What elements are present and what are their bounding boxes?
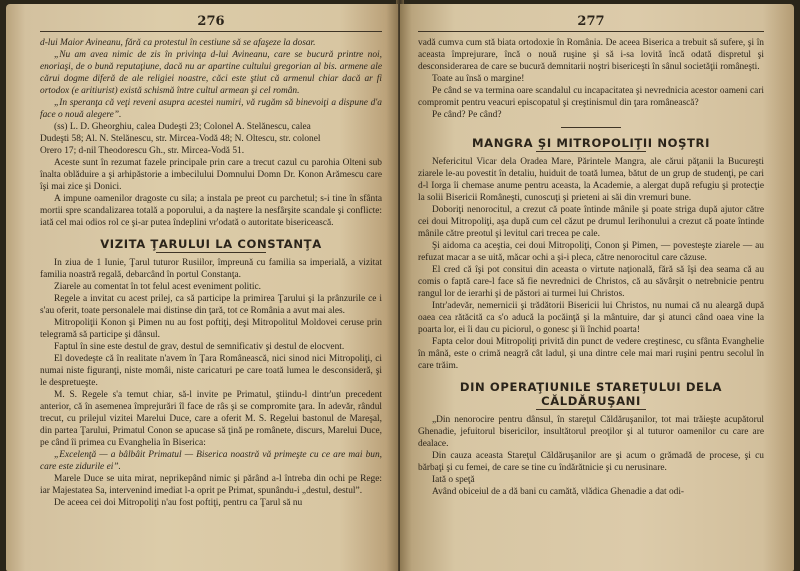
- left-paragraph: d-lui Maior Avineanu, fără ca protestul în cestiune să se afaşeze la dosar.: [40, 38, 316, 48]
- section-title-tsar-visit: VIZITA ŢARULUI LA CONSTANŢA: [100, 237, 322, 251]
- right-paragraph: Pe când? Pe când?: [432, 110, 502, 120]
- left-page-content: [6, 14, 398, 509]
- left-paragraph: In ziua de 1 Iunie, Ţarul tuturor Rusiilor, împreună cu familia sa imperială, a vizitat familia noastră regală, debarcând în portul Constanţa.: [40, 258, 382, 280]
- left-page-number: 276: [40, 14, 382, 32]
- left-paragraph: El dovedeşte că în realitate n'avem în Ţara Românească, nici sinod nici Mitropoliţi, ci numai niste figuranţi, niste momâi, niste caricaturi pe care toată lumea le desconsideră, şi le despretueşte.: [40, 354, 382, 388]
- right-paragraph: Iată o speţă: [432, 475, 475, 485]
- left-page: [6, 4, 398, 571]
- left-paragraph: Aceste sunt în rezumat fazele principale prin care a trecut cazul cu parohia Olteni sub înalta oblăduire a şi arhipăstorie a imbecilului Domnului Domn Dr. Konon Arămescu care îşi mai zice şi Donici.: [40, 158, 382, 192]
- left-paragraph: „In speranţa că veţi reveni asupra acestei numiri, vă rugăm să binevoiţi a dispune d'a face o nouă alegere”.: [40, 98, 382, 120]
- right-paragraph: „Din nenorocire pentru dânsul, în stareţul Căldăruşanilor, tot mai trăieşte acupătorul Ghenadie, jefuitorul bisericilor, insultătorul preoţilor şi al tuturor oamenilor cu care are dealace.: [418, 415, 764, 449]
- right-paragraph: Pe când se va termina oare scandalul cu incapacitatea şi nevrednicia acestor oameni cari compromit pentru veacuri episcopatul şi creştinismul din ţara românească?: [418, 86, 764, 108]
- section-title-caldarusani: DIN OPERAŢIUNILE STAREŢULUI DELA CĂLDĂRUŞANI: [459, 380, 723, 408]
- left-paragraph: M. S. Regele s'a temut chiar, să-l invite pe Primatul, ştiindu-l dintr'un precedent anterior, că în asemenea împrejurări îl face de râs şi se compromite ţara. In adevăr, rândul trecut, cu prilejul vizitei Marelui Duce, care a oferit M. S. Regelui bastonul de Mareşal, din partea Ţarului, Primatul Conon se apucase să ţină pe românete, discurs, Marelui Duce, pe când îi primea cu Evanghelia în Biserica:: [40, 390, 382, 448]
- right-page: [400, 4, 794, 571]
- signature-line: (ss) L. D. Gheorghiu, calea Dudeşti 23; Colonel A. Stelănescu, calea: [54, 122, 311, 132]
- right-page-content: [400, 14, 794, 498]
- title-underline: [156, 252, 266, 253]
- right-paragraph: Intr'adevăr, nemernicii şi trădătorii Bisericii lui Christos, nu numai că nu aleargă după oaea cea rătăcită ca s'o aducă la pocăinţă şi la mântuire, dar şi atunci când oaea vine la poarta lor, ei îi dau cu piciorul, o gonesc şi îi închid poarta!: [418, 301, 764, 335]
- right-paragraph: Fapta celor doui Mitropoliţi privită din punct de vedere creştinesc, cu sfânta Evanghelie în mână, este o crimă neagră cât ladul, şi una dintre cele mai mari ruşini pentru secolul în care trăim.: [418, 337, 764, 371]
- title-underline: [536, 409, 646, 410]
- right-paragraph: vadă cumva cum stă biata ortodoxie în România. De aceea Biserica a trebuit să sufere, şi în aceasta împrejurare, încă o nouă ruşine şi să i-sa lovită încă odată dispretul şi desconsiderarea de care se bucură demnitarii noştri bisericeşti în sânul societăţii româneşti.: [418, 38, 764, 72]
- signature-line: Dudeşti 58; Al. N. Stelănescu, str. Mircea-Vodă 48; N. Oltescu, str. colonel: [40, 134, 321, 144]
- left-paragraph: A impune oamenilor dragoste cu sila; a instala pe preot cu parchetul; s-i tine în sfânta mortii spre scandalizarea totală a poporului, a da naştere la nesfârşite scandale şi conflicte: iată cel mai odios rol ce şi-ar putea îndeplini vr'odată o autoritate bisericească.: [40, 194, 382, 228]
- right-paragraph: El cred că îşi pot consitui din aceasta o virtute naţională, fără să îşi dea seama că au comis o faptă care-l face să fie nevrednici de Christos, că au săvârşit o netrebnicie pentru rangul lor de ierarhi şi de păstori ai turmei lui Christos.: [418, 265, 764, 299]
- title-underline: [536, 151, 646, 152]
- right-paragraph: Doboriţi nenorocitul, a crezut că poate întinde mânile şi poate striga după ajutor către cei doui Mitropoliţi, aşa după cum cel căzut pe drumul Ierihonului a crezut că poate întinde mânile către preotul şi levitul cari trecea pe cale.: [418, 205, 764, 239]
- section-divider: [561, 127, 621, 128]
- left-paragraph: Regele a invitat cu acest prilej, ca să participe la primirea Ţarului şi la prânzurile ce i s'au oferit, toate personalele mai distinse din ţară, tot ce România a avut mai ales.: [40, 294, 382, 316]
- left-paragraph: Faptul în sine este destul de grav, destul de semnificativ şi destul de elocvent.: [54, 342, 345, 352]
- left-paragraph: De aceea cei doi Mitropoliţi n'au fost poftiţi, pentru ca Ţarul să nu: [54, 498, 303, 508]
- left-paragraph: „Excelenţă — a bâlbâit Primatul — Biserica noastră vă primeşte cu ce are mai bun, care este zidurile ei”.: [40, 450, 382, 472]
- section-title-mangra: MANGRA ŞI MITROPOLIŢII NOŞTRI: [472, 136, 710, 150]
- signature-line: Orero 17; d-nil Theodorescu Gh., str. Mircea-Vodă 51.: [40, 146, 245, 156]
- right-paragraph: Şi aidoma ca aceştia, cei doui Mitropoliţi, Conon şi Pimen, — povesteşte ziarele — au refuzat macar a se uită, măcar ochi a şi-i pleca, către nenorocitul care căzuse.: [418, 241, 764, 263]
- right-paragraph: Din cauza aceasta Stareţul Căldăruşanilor are şi acum o grămadă de procese, şi cu bărbaţi şi cu femei, de care se tine cu îndărătnicie şi cu nerusinare.: [418, 451, 764, 473]
- right-paragraph: Nefericitul Vicar dela Oradea Mare, Părintele Mangra, ale cărui păţanii la Bucureşti ziarele le-au povestit în detaliu, huiduit de toată lumea, bătut de un grup de studenţi, pe cari d-l Iorga îi chemase anume pentru aceasta, la Academie, a alergat după refugiu şi protecţie la solii Bisericii Româneşti, cunoscuţi şi prieteni ai săi din vremuri bune.: [418, 157, 764, 203]
- left-paragraph: „Nu am avea nimic de zis în privinţa d-lui Avineanu, care se bucură printre noi, enoriaşi, de o bună reputaţiune, dacă nu ar apartine cultului gregorian al bis. armene ale cărui dogme diferă de ale religiei noastre, căci este ştiut că armenul chiar dacă ar fi ortodox (e aritiurist) există schismă între cultul armean şi cel român.: [40, 50, 382, 96]
- right-page-number: 277: [418, 14, 764, 32]
- right-paragraph: Toate au însă o margine!: [432, 74, 525, 84]
- left-paragraph: Ziarele au comentat în tot felul acest eveniment politic.: [54, 282, 261, 292]
- right-paragraph: Având obiceiul de a dă bani cu camătă, vlădica Ghenadie a dat odi-: [432, 487, 685, 497]
- left-paragraph: Mitropoliţii Konon şi Pimen nu au fost poftiţi, deşi Mitropolitul Moldovei ceruse prin telegramă să participe şi dânsul.: [40, 318, 382, 340]
- left-paragraph: Marele Duce se uita mirat, neprikepând nimic şi părând a-l întreba din ochi pe Rege: iar Majestatea Sa, intervenind imediat l-a oprit pe Primat, spunându-i „destul, destul”.: [40, 474, 382, 496]
